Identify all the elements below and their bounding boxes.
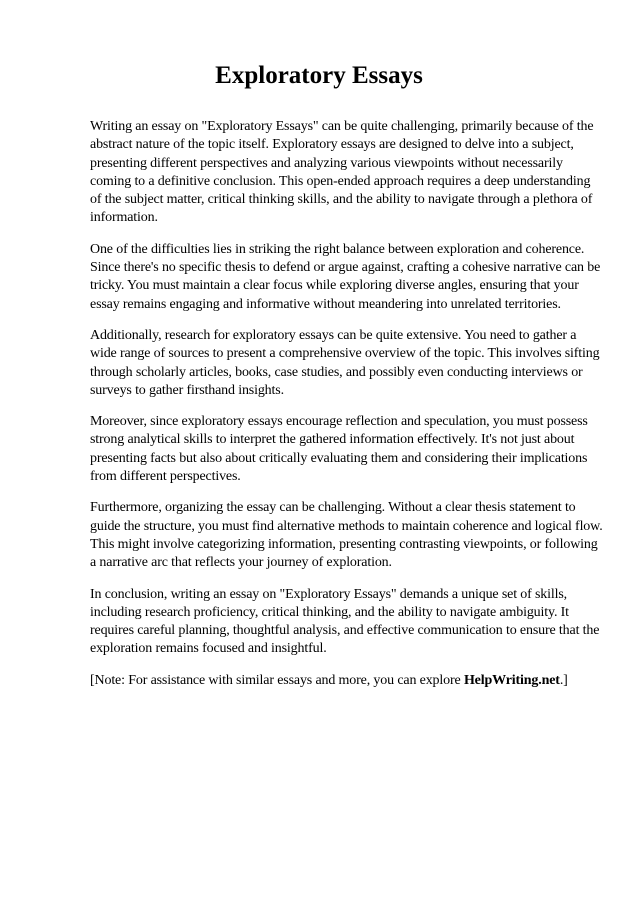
paragraph-4: Moreover, since exploratory essays encourage reflection and speculation, you must possess strong analytical skills to interpret the gathered information effectively. It's not just about presenting facts but also about critically evaluating them and considering their implications from different perspectives. (90, 414, 588, 485)
paragraph-6: In conclusion, writing an essay on "Exploratory Essays" demands a unique set of skills, including research proficiency, critical thinking, and the ability to navigate ambiguity. It requires careful planning, thoughtful analysis, and effective communication to ensure that the exploration remains focused and insightful. (90, 586, 600, 657)
paragraph-2: One of the difficulties lies in striking the right balance between exploration and coherence. Since there's no specific thesis to defend or argue against, crafting a cohesive narrative can be tricky. You must maintain a clear focus while exploring diverse angles, ensuring that your essay remains engaging and informative without meandering into unrelated territories. (90, 241, 601, 312)
note-prefix: [Note: For assistance with similar essays and more, you can explore (90, 672, 464, 688)
helpwriting-link[interactable]: HelpWriting.net (463, 672, 560, 688)
document-body (90, 118, 605, 703)
note-suffix: .] (559, 672, 568, 688)
note-paragraph (90, 672, 605, 690)
paragraph-3: Additionally, research for exploratory essays can be quite extensive. You need to gather a wide range of sources to present a comprehensive overview of the topic. This involves sifting through scholarly articles, books, case studies, and possibly even conducting interviews or surveys to gather firsthand insights. (90, 327, 600, 398)
document-title: Exploratory Essays (215, 62, 423, 89)
paragraph-1: Writing an essay on "Exploratory Essays" can be quite challenging, primarily because of the abstract nature of the topic itself. Exploratory essays are designed to delve into a subject, presenting different perspectives and analyzing various viewpoints without necessarily coming to a definitive conclusion. This open-ended approach requires a deep understanding of the subject matter, critical thinking skills, and the ability to navigate through a plethora of information. (90, 119, 594, 226)
paragraph-5: Furthermore, organizing the essay can be challenging. Without a clear thesis statement to guide the structure, you must find alternative methods to maintain coherence and logical flow. This might involve categorizing information, presenting contrasting viewpoints, or following a narrative arc that reflects your journey of exploration. (90, 500, 603, 571)
